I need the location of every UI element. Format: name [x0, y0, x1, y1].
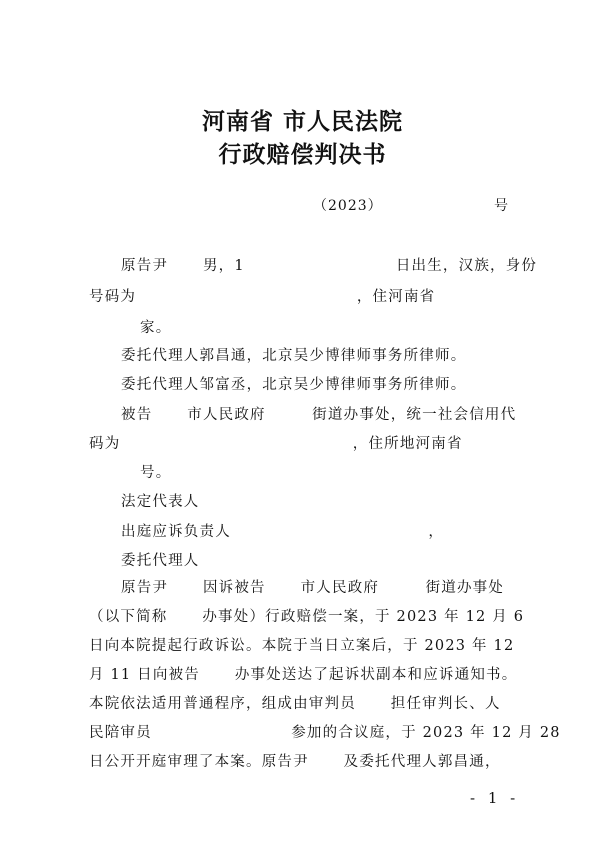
defendant-agent-line: 委托代理人	[121, 553, 200, 569]
court-name-title: 河南省 市人民法院	[201, 108, 403, 135]
legal-representative-line: 法定代表人	[121, 494, 200, 510]
page-number: - 1 -	[470, 789, 520, 807]
plaintiff-line-1: 原告尹 男，1 日出生，汉族，身份	[121, 258, 538, 274]
body-paragraph-line-4: 月 11 日向被告 办事处送达了起诉状副本和应诉通知书。	[89, 667, 518, 683]
defendant-line-2: 码为 ，住所地河南省	[89, 436, 463, 452]
body-paragraph-line-3: 日向本院提起行政诉讼。本院于当日立案后，于 2023 年 12	[89, 638, 515, 654]
defendant-line-1: 被告 市人民政府 街道办事处，统一社会信用代	[121, 407, 517, 423]
responsible-person-line: 出庭应诉负责人 ，	[121, 524, 445, 540]
body-paragraph-line-5: 本院依法适用普通程序，组成由审判员 担任审判长、人	[89, 696, 501, 712]
plaintiff-line-3: 家。	[140, 320, 172, 336]
agent-line-2: 委托代理人邹富丞，北京吴少博律师事务所律师。	[121, 377, 467, 393]
document-type-title: 行政赔偿判决书	[218, 141, 387, 168]
agent-line-1: 委托代理人郭昌通，北京吴少博律师事务所律师。	[121, 348, 467, 364]
body-paragraph-line-7: 日公开开庭审理了本案。原告尹 及委托代理人郭昌通，	[89, 754, 501, 770]
plaintiff-line-2: 号码为 ，住河南省	[89, 289, 436, 305]
body-paragraph-line-6: 民陪审员 参加的合议庭，于 2023 年 12 月 28	[89, 725, 561, 741]
defendant-line-3: 号。	[140, 465, 172, 481]
body-paragraph-line-2: （以下简称 办事处）行政赔偿一案，于 2023 年 12 月 6	[89, 609, 525, 625]
case-number-year: （2023）	[313, 198, 383, 214]
body-paragraph-line-1: 原告尹 因诉被告 市人民政府 街道办事处	[121, 580, 505, 596]
case-number-suffix: 号	[494, 198, 509, 214]
